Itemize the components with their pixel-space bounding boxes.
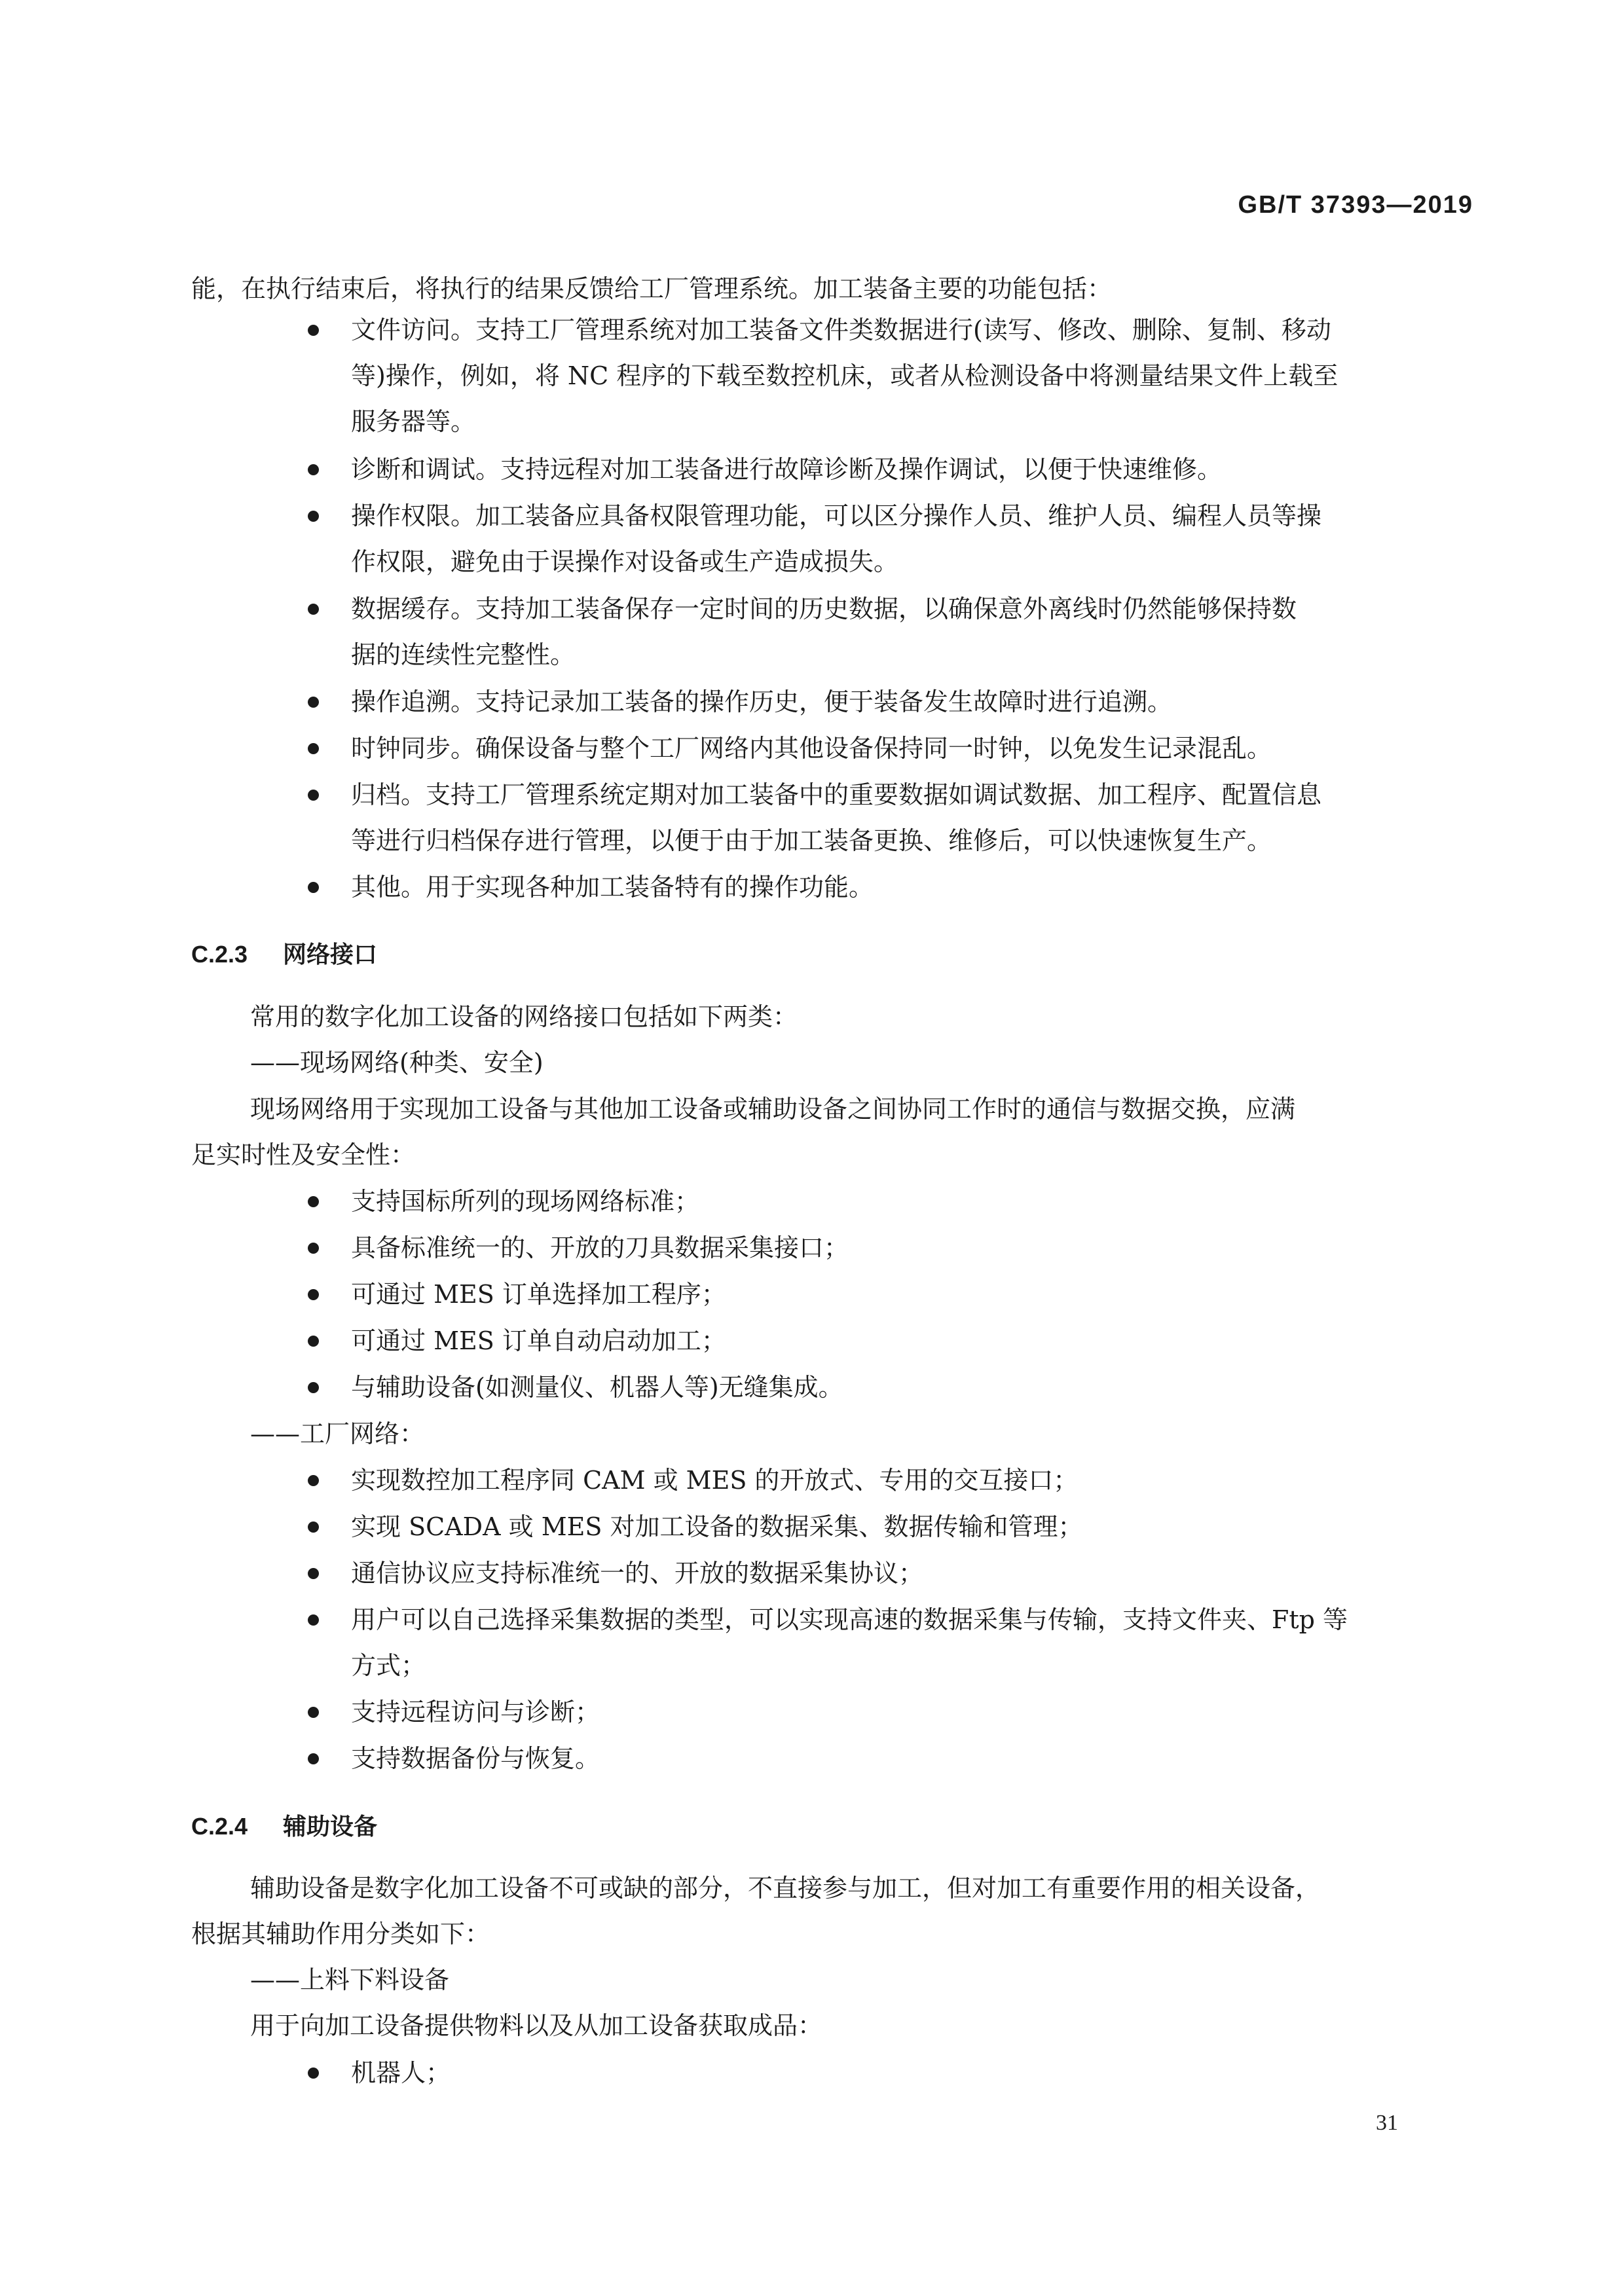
dash-item: ——现场网络(种类、安全) [250,1048,544,1077]
list-item: 归档。支持工厂管理系统定期对加工装备中的重要数据如调试数据、加工程序、配置信息 [351,780,1322,809]
list-item: 支持数据备份与恢复。 [351,1744,600,1773]
list-item: 可通过 MES 订单选择加工程序； [351,1280,726,1309]
list-item: 与辅助设备(如测量仪、机器人等)无缝集成。 [351,1373,843,1402]
list-item: 数据缓存。支持加工装备保存一定时间的历史数据，以确保意外离线时仍然能够保持数 [351,594,1297,623]
list-item-cont: 据的连续性完整性。 [351,640,576,669]
list-item: 时钟同步。确保设备与整个工厂网络内其他设备保持同一时钟，以免发生记录混乱。 [351,734,1272,763]
list-item: 通信协议应支持标准统一的、开放的数据采集协议； [351,1559,924,1588]
bullet-icon [308,1382,319,1393]
section-number: C.2.4 [191,1813,248,1840]
list-item: 用户可以自己选择采集数据的类型，可以实现高速的数据采集与传输，支持文件夹、Ftp 等 [351,1605,1348,1634]
list-item: 具备标准统一的、开放的刀具数据采集接口； [351,1233,849,1262]
list-item: 操作追溯。支持记录加工装备的操作历史，便于装备发生故障时进行追溯。 [351,687,1173,716]
bullet-icon [308,1568,319,1579]
section-title: 网络接口 [283,941,378,968]
dash-item: ——上料下料设备 [250,1965,450,1994]
bullet-icon [308,1243,319,1254]
list-item-cont: 服务器等。 [351,407,476,436]
list-item-cont: 作权限，避免由于误操作对设备或生产造成损失。 [351,547,899,576]
list-item: 诊断和调试。支持远程对加工装备进行故障诊断及操作调试，以便于快速维修。 [351,455,1223,484]
bullet-icon [308,325,319,336]
list-item-cont: 等进行归档保存进行管理，以便于由于加工装备更换、维修后，可以快速恢复生产。 [351,826,1272,855]
bullet-icon [308,511,319,522]
paragraph-cont: 根据其辅助作用分类如下： [191,1920,490,1948]
bullet-icon [308,1475,319,1486]
section-number: C.2.3 [191,941,248,968]
bullet-icon [308,604,319,615]
page-number: 31 [1376,2111,1398,2135]
list-item: 其他。用于实现各种加工装备特有的操作功能。 [351,873,874,902]
section-title: 辅助设备 [283,1813,378,1840]
bullet-icon [308,2068,319,2079]
list-item: 实现 SCADA 或 MES 对加工设备的数据采集、数据传输和管理； [351,1512,1083,1541]
intro-line: 能，在执行结束后，将执行的结果反馈给工厂管理系统。加工装备主要的功能包括： [191,274,1113,303]
list-item: 文件访问。支持工厂管理系统对加工装备文件类数据进行(读写、修改、删除、复制、移动 [351,316,1331,344]
bullet-icon [308,1289,319,1300]
paragraph: 辅助设备是数字化加工设备不可或缺的部分，不直接参与加工，但对加工有重要作用的相关设备， [250,1874,1321,1903]
paragraph: 用于向加工设备提供物料以及从加工设备获取成品： [250,2011,823,2040]
list-item-cont: 等)操作，例如，将 NC 程序的下载至数控机床，或者从检测设备中将测量结果文件上载至 [351,361,1338,390]
bullet-icon [308,1707,319,1718]
standard-id: GB/T 37393—2019 [1238,191,1473,219]
paragraph: 常用的数字化加工设备的网络接口包括如下两类： [250,1002,798,1031]
bullet-icon [308,1522,319,1533]
list-item: 实现数控加工程序同 CAM 或 MES 的开放式、专用的交互接口； [351,1466,1079,1495]
bullet-icon [308,790,319,801]
bullet-icon [308,743,319,754]
section-heading-c24 [191,1808,377,1842]
list-item: 机器人； [351,2058,451,2087]
section-heading-c23 [191,936,377,970]
bullet-icon [308,1196,319,1207]
paragraph-cont: 足实时性及安全性： [191,1140,416,1169]
list-item: 可通过 MES 订单自动启动加工； [351,1326,726,1355]
bullet-icon [308,697,319,708]
list-item-cont: 方式； [351,1651,426,1680]
bullet-icon [308,1753,319,1764]
bullet-icon [308,464,319,475]
list-item: 支持远程访问与诊断； [351,1698,600,1726]
bullet-icon [308,1336,319,1347]
dash-item: ——工厂网络： [250,1419,425,1448]
bullet-icon [308,1614,319,1626]
list-item: 支持国标所列的现场网络标准； [351,1187,700,1216]
list-item: 操作权限。加工装备应具备权限管理功能，可以区分操作人员、维护人员、编程人员等操 [351,501,1322,530]
bullet-icon [308,882,319,893]
paragraph: 现场网络用于实现加工设备与其他加工设备或辅助设备之间协同工作时的通信与数据交换，应满 [250,1095,1296,1123]
